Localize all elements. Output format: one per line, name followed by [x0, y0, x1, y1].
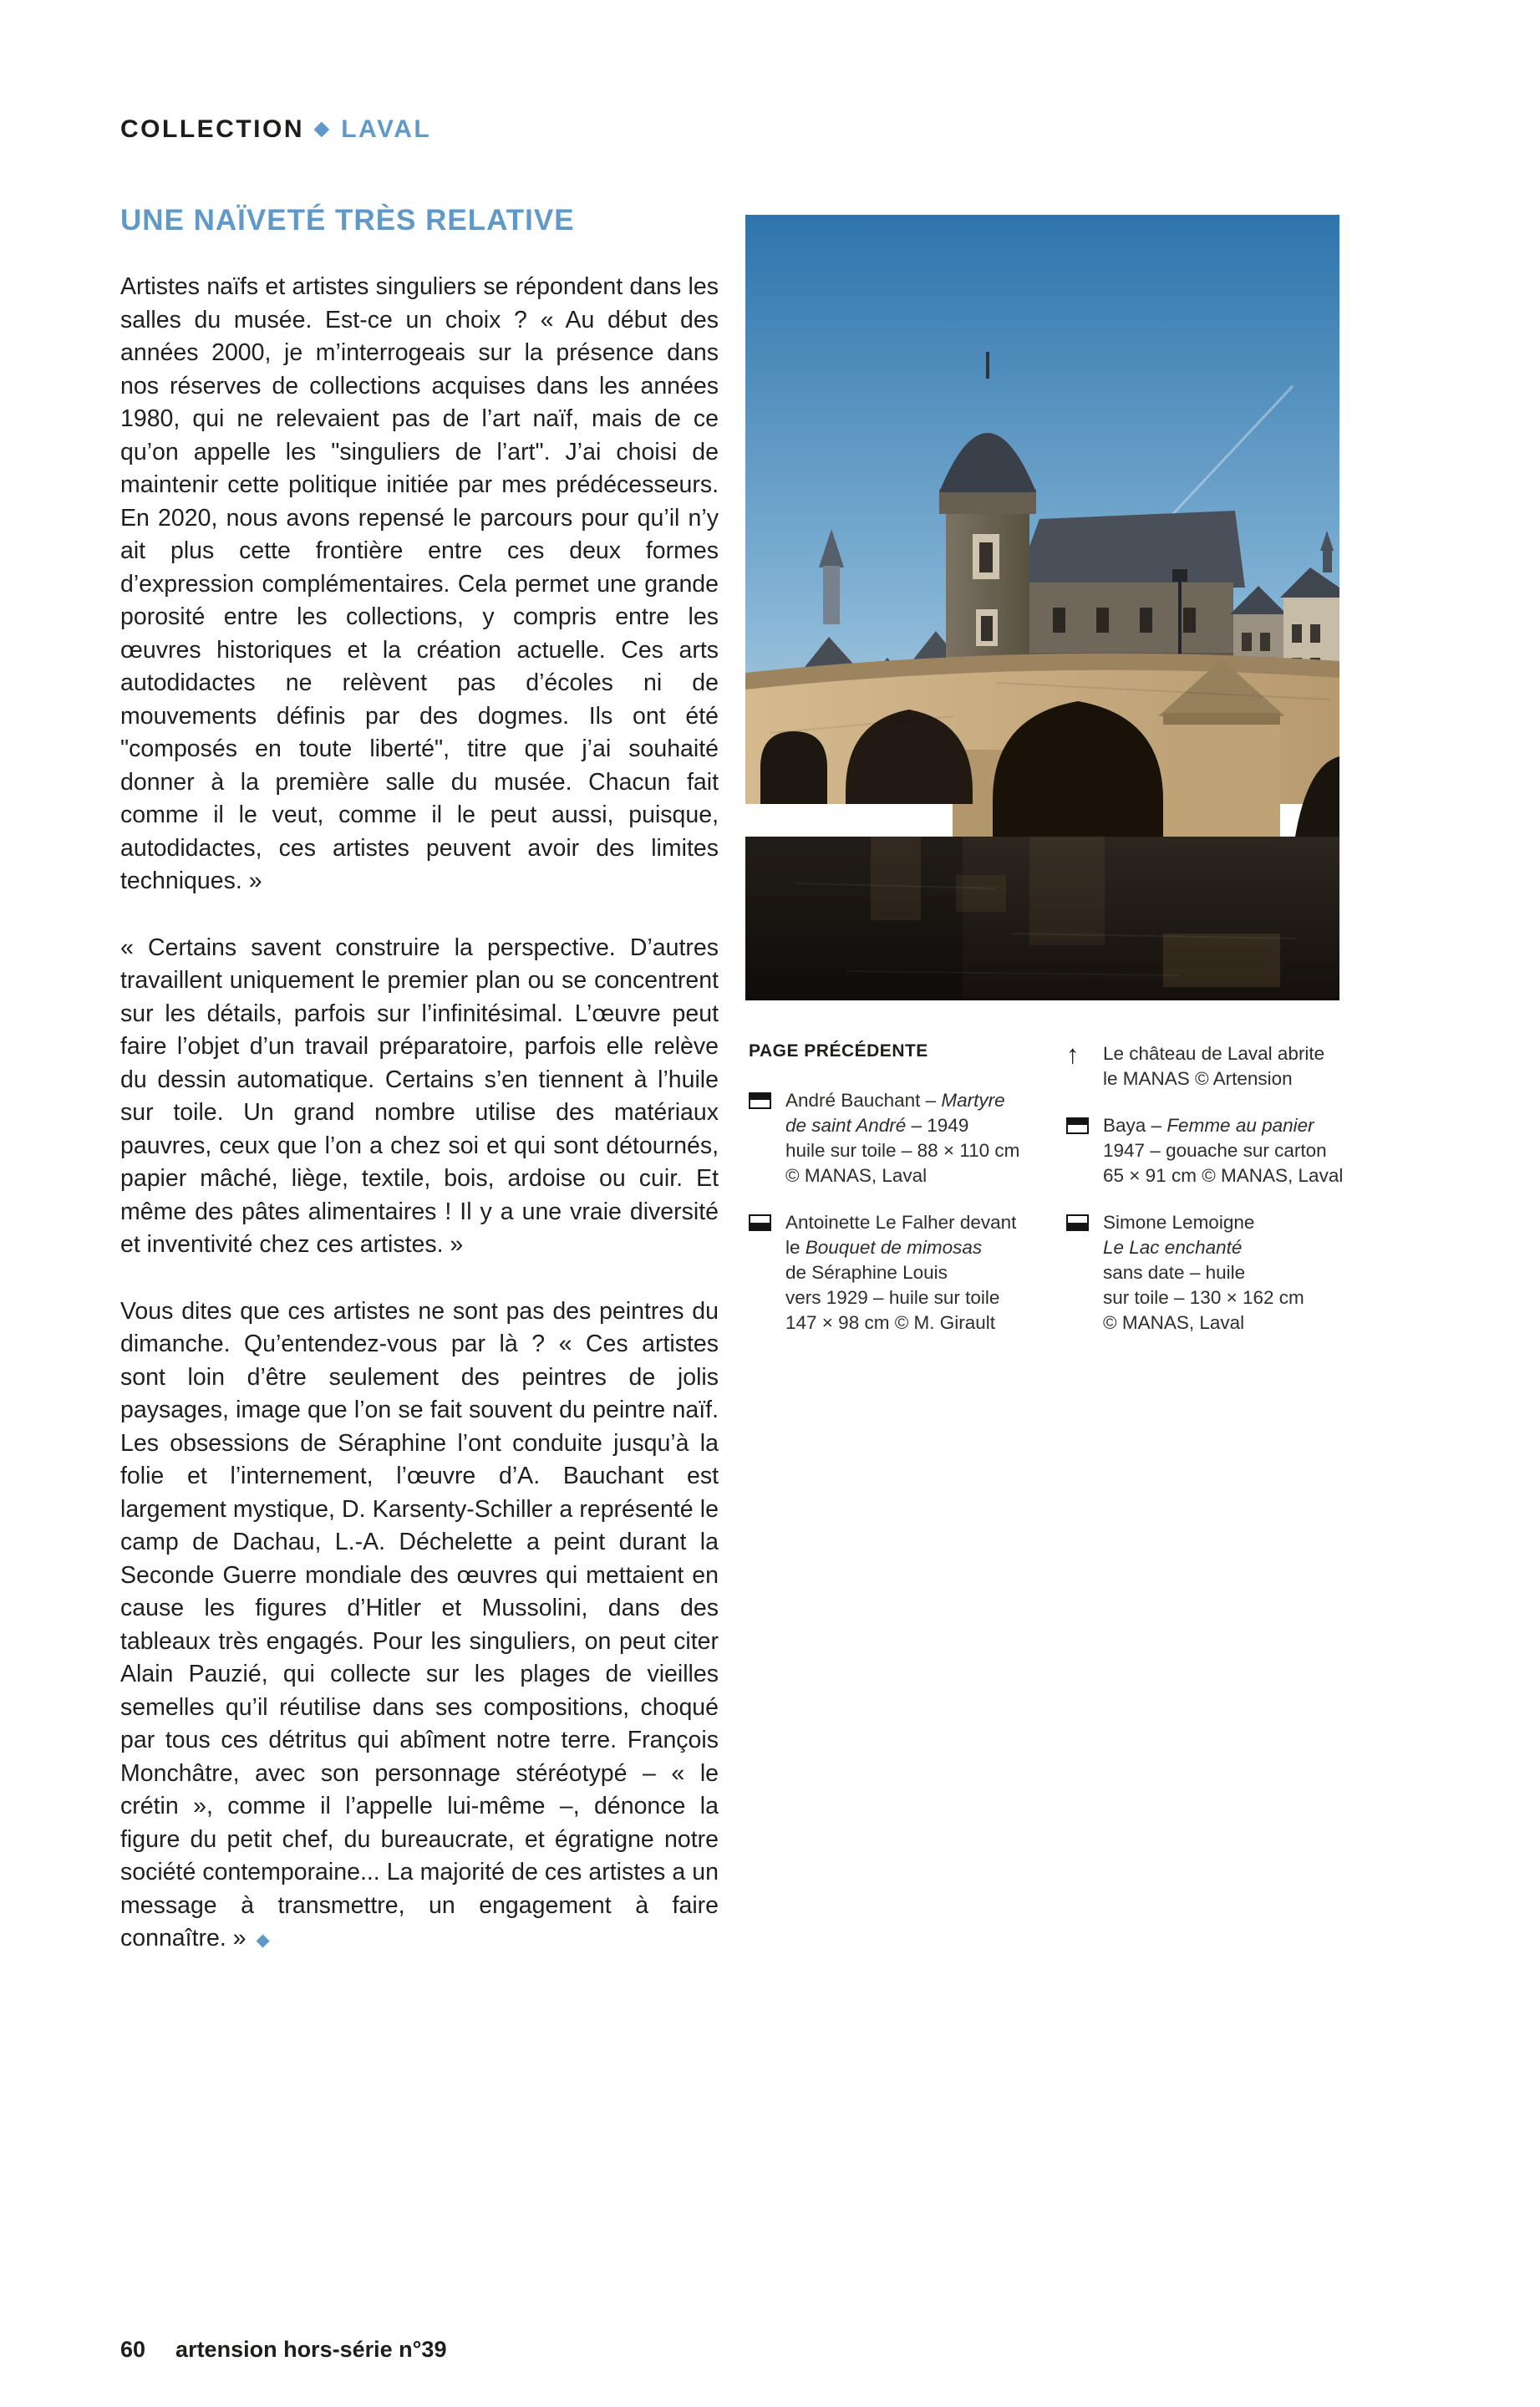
caption-item [1066, 1041, 1347, 1092]
end-mark-diamond-icon: ◆ [256, 1931, 270, 1950]
photo-captions [749, 1041, 1347, 1357]
page-position-top-icon [1066, 1117, 1089, 1134]
captions-right-column [1066, 1041, 1347, 1357]
photo-bridge-arch-small [760, 731, 827, 804]
photo-water [745, 837, 1339, 1000]
article-body [120, 271, 719, 1991]
caption-text: André Bauchant – Martyre de saint André – 1949 huile sur toile – 88 × 110 cm © MANAS, Laval [785, 1090, 1020, 1186]
kicker-section: COLLECTION [120, 115, 304, 143]
article-paragraph-3-text: Vous dites que ces artistes ne sont pas des peintres du dimanche. Qu’entendez-vous par là ? « Ces artistes sont loin d’être seulement des peintres de jolis paysages, image que l’on se fait souvent du peintre naïf. Les obsessions de Séraphine l’ont conduite jusqu’à la folie et l’internement, l’œuvre d’A. Bauchant est largement mystique, D. Karsenty-Schiller a représenté le camp de Dachau, L.-A. Déchelette a peint durant la Seconde Guerre mondiale des œuvres qui mettaient en cause les figures d’Hitler et Mussolini, dans des tableaux très engagés. Pour les singuliers, on peut citer Alain Pauzié, qui collecte sur les plages de vieilles semelles qu’il réutilise dans ses compositions, choqué par tous ces détritus qui abîment notre terre. François Monchâtre, avec son personnage stéréotypé – « le crétin », comme il l’appelle lui-même –, dénonce la figure du petit chef, du bureaucrate, et égratigne notre société contemporaine... La majorité de ces artistes a un message à transmettre, un engagement à faire connaître. » [120, 1297, 719, 1952]
captions-header: PAGE PRÉCÉDENTE [749, 1041, 928, 1061]
article-headline: UNE NAÏVETÉ TRÈS RELATIVE [120, 204, 575, 237]
page-number: 60 [120, 2337, 146, 2362]
chateau-laval-photo [745, 215, 1339, 1000]
caption-item [749, 1088, 1043, 1188]
article-paragraph-1: Artistes naïfs et artistes singuliers se répondent dans les salles du musée. Est-ce un choix ? « Au début des années 2000, je m’interrogeais sur la présence dans nos réserves de collections acquises dans les années 1980, qui ne relevaient pas de l’art naïf, mais de ce qu’on appelle les "singuliers de l’art". J’ai choisi de maintenir cette politique initiée par mes prédécesseurs. En 2020, nous avons repensé le parcours pour qu’il n’y ait plus cette frontière entre ces deux formes d’expression complémentaires. Cela permet une grande porosité entre les collections, y compris entre les œuvres historiques et la création actuelle. Ces arts autodidactes ne relèvent pas d’écoles ni de mouvements définis par des dogmes. Ils ont été "composés en toute liberté", titre que j’ai souhaité donner à la première salle du musée. Chacun fait comme il le veut, comme il le peut aussi, puisque, autodidactes, ces artistes peuvent avoir des limites techniques. » [120, 273, 719, 894]
page-position-bottom-icon [749, 1214, 771, 1231]
caption-item [1066, 1113, 1347, 1188]
captions-right-list [1066, 1041, 1347, 1336]
article-paragraph-3 [120, 1295, 719, 1957]
chateau-laval-photo-illustration [745, 215, 1339, 1000]
kicker [120, 115, 431, 144]
captions-left-column [749, 1041, 1043, 1357]
caption-text: Le château de Laval abrite le MANAS © Artension [1103, 1043, 1325, 1089]
page-position-bottom-icon [1066, 1214, 1089, 1231]
kicker-diamond-icon: ◆ [314, 117, 332, 139]
captions-left-list [749, 1088, 1043, 1336]
issue-name: artension hors-série n°39 [175, 2337, 447, 2362]
caption-text: Simone Lemoigne Le Lac enchanté sans date – huile sur toile – 130 × 162 cm © MANAS, Laval [1103, 1212, 1304, 1333]
page-position-top-icon [749, 1092, 771, 1109]
caption-text: Baya – Femme au panier 1947 – gouache sur carton 65 × 91 cm © MANAS, Laval [1103, 1115, 1344, 1186]
caption-text: Antoinette Le Falher devant le Bouquet de mimosas de Séraphine Louis vers 1929 – huile sur toile 147 × 98 cm © M. Girault [785, 1212, 1017, 1333]
caption-item [749, 1210, 1043, 1336]
arrow-up-icon: ↑ [1066, 1040, 1080, 1069]
article-paragraph-2: « Certains savent construire la perspective. D’autres travaillent uniquement le premier plan ou se concentrent sur les détails, parfois sur l’infinitésimal. L’œuvre peut faire l’objet d’un travail préparatoire, parfois elle relève du dessin automatique. Certains s’en tiennent à l’huile sur toile. Un grand nombre utilise des matériaux pauvres, ceux que l’on a chez soi et qui sont détournés, papier mâché, liège, textile, bois, ardoise ou cuir. Et même des pâtes alimentaires ! Il y a une vraie diversité et inventivité chez ces artistes. » [120, 934, 719, 1258]
page-footer [120, 2337, 446, 2363]
kicker-location: LAVAL [341, 115, 432, 143]
caption-item [1066, 1210, 1347, 1336]
